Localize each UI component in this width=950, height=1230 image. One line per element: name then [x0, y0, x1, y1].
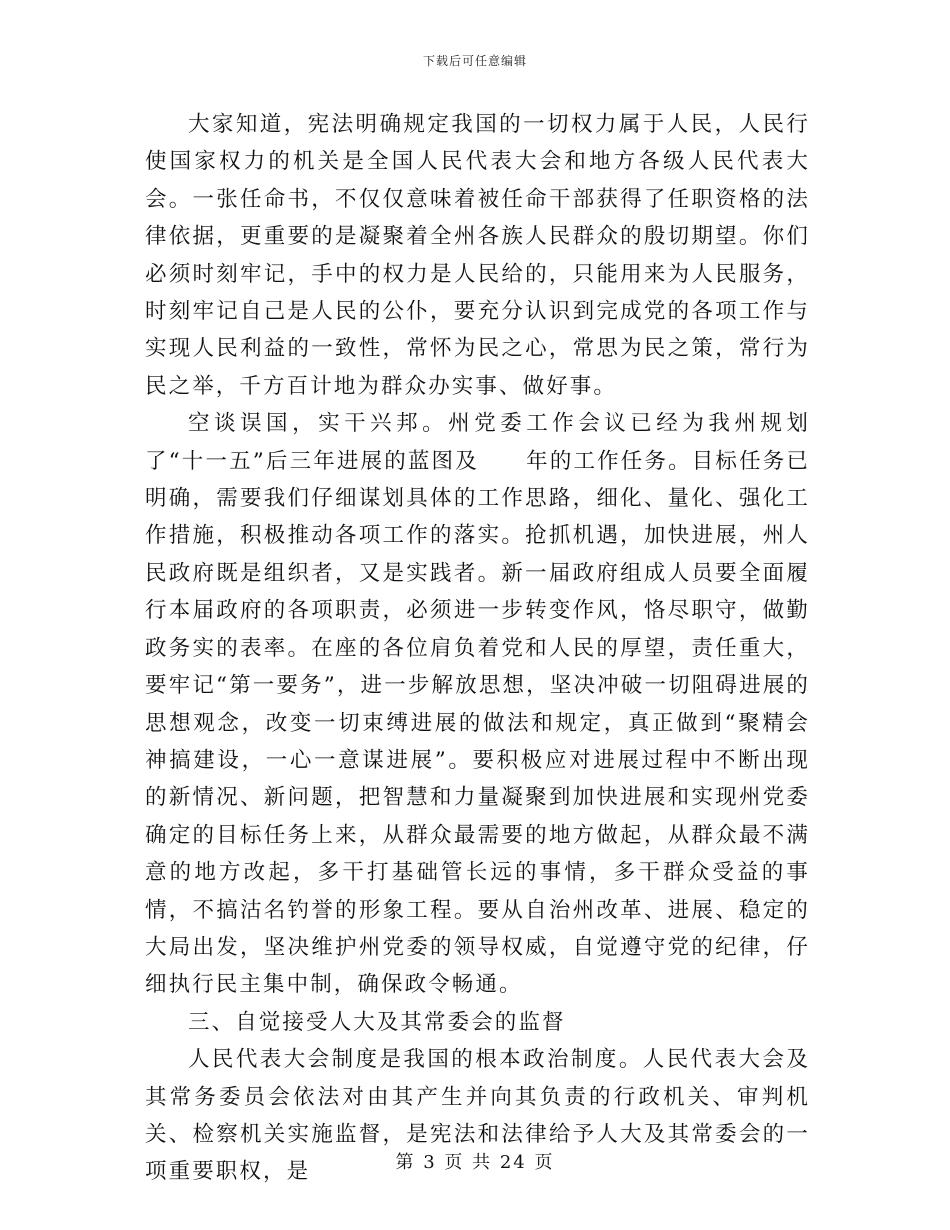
paragraph-2: 空谈误国，实干兴邦。州党委工作会议已经为我州规划了“十一五”后三年进展的蓝图及 年的工作任务。目标任务已明确，需要我们仔细谋划具体的工作思路，细化、量化、强化工作措施，积极推动各项工作的落实。抢抓机遇，加快进展，州人民政府既是组织者，又是实践者。新一届政府组成人员要全面履行本届政府的各项职责，必须进一步转变作风，恪尽职守，做勤政务实的表率。在座的各位肩负着党和人民的厚望，责任重大，要牢记“第一要务”，进一步解放思想，坚决冲破一切阻碍进展的思想观念，改变一切束缚进展的做法和规定，真正做到“聚精会神搞建设，一心一意谋进展”。要积极应对进展过程中不断出现的新情况、新问题，把智慧和力量凝聚到加快进展和实现州党委确定的目标任务上来，从群众最需要的地方做起，从群众最不满意的地方改起，多干打基础管长远的事情，多干群众受益的事情，不搞沽名钓誉的形象工程。要从自治州改革、进展、稳定的大局出发，坚决维护州党委的领导权威，自觉遵守党的纪律，仔细执行民主集中制，确保政令畅通。	[145, 411, 810, 998]
paragraph-1: 大家知道，宪法明确规定我国的一切权力属于人民，人民行使国家权力的机关是全国人民代表大会和地方各级人民代表大会。一张任命书，不仅仅意味着被任命干部获得了任职资格的法律依据，更重要的是凝聚着全州各族人民群众的殷切期望。你们必须时刻牢记，手中的权力是人民给的，只能用来为人民服务，时刻牢记自己是人民的公仆，要充分认识到完成党的各项工作与实现人民利益的一致性，常怀为民之心，常思为民之策，常行为民之举，千方百计地为群众办实事、做好事。	[145, 112, 810, 399]
page-header-note: 下载后可任意编辑	[422, 54, 527, 68]
page-number: 第 3 页 共 24 页	[395, 1152, 555, 1173]
section-heading: 三、自觉接受人大及其常委会的监督	[188, 1009, 566, 1035]
document-body	[145, 106, 810, 1191]
paragraph-3: 人民代表大会制度是我国的根本政治制度。人民代表大会及其常务委员会依法对由其产生并向其负责的行政机关、审判机关、检察机关实施监督，是宪法和法律给予人大及其常委会的一项重要职权，是	[145, 1047, 810, 1185]
